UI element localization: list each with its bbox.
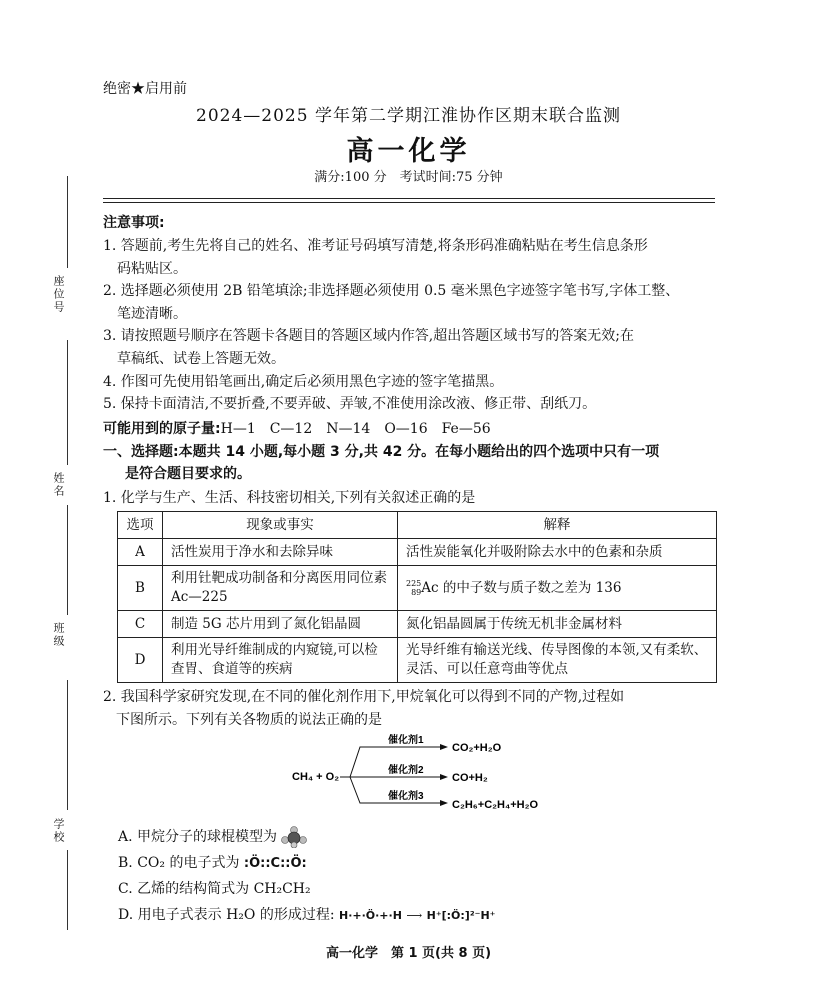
name-label: 姓名 xyxy=(52,472,65,498)
notice-item: 笔迹清晰。 xyxy=(103,305,187,322)
h2o-formation-right: H⁺[:Ö:]²⁻H⁺ xyxy=(426,909,496,922)
col-header-explanation: 解释 xyxy=(398,512,717,539)
atomic-number: 89 xyxy=(411,588,422,597)
option-A-text: A. 甲烷分子的球棍模型为 xyxy=(118,829,278,845)
exam-title: 2024—2025 学年第二学期江淮协作区期末联合监测 xyxy=(196,106,621,126)
product-3-label: C₂H₆+C₂H₄+H₂O xyxy=(452,799,539,811)
arrowhead-2 xyxy=(440,774,448,780)
notice-title: 注意事项: xyxy=(103,215,165,231)
header-rule-top xyxy=(103,198,715,199)
row-explanation: 活性炭能氧化并吸附除去水中的色素和杂质 xyxy=(398,539,717,566)
product-2-label: CO+H₂ xyxy=(452,772,488,784)
table-header-row xyxy=(118,512,717,539)
mass-number: 225 xyxy=(406,579,422,588)
arrowhead-1 xyxy=(440,744,448,750)
seat-number-label: 座位号 xyxy=(52,275,65,314)
section-heading: 一、选择题:本题共 14 小题,每小题 3 分,共 42 分。在每小题给出的四个选项中只有一项 xyxy=(103,444,660,460)
subject-title: 高一化学 xyxy=(346,136,471,167)
catalyst-1-label: 催化剂1 xyxy=(388,735,424,746)
atomic-mass-line xyxy=(103,418,491,441)
side-line-3 xyxy=(67,505,68,615)
score-time-info: 满分:100 分 考试时间:75 分钟 xyxy=(314,170,503,185)
nuclide-notation xyxy=(406,579,421,597)
side-line-2 xyxy=(67,340,68,465)
question-2-stem-cont: 下图所示。下列有关各物质的说法正确的是 xyxy=(116,712,382,728)
row-fact: 利用钍靶成功制备和分离医用同位素 Ac—225 xyxy=(163,566,398,611)
reaction-arrow-icon: ⟶ xyxy=(406,909,423,922)
page-footer: 高一化学 第 1 页(共 8 页) xyxy=(325,946,492,961)
header-rule-bottom xyxy=(103,202,715,203)
notice-list xyxy=(103,235,723,416)
col-header-option: 选项 xyxy=(118,512,163,539)
arrowhead-3 xyxy=(440,800,448,806)
atomic-mass-values: H—1 C—12 N—14 O—16 Fe—56 xyxy=(220,421,491,437)
option-C: C. 乙烯的结构简式为 CH₂CH₂ xyxy=(118,881,311,897)
ball-stick-model-icon xyxy=(281,826,307,848)
notice-item: 1. 答题前,考生先将自己的姓名、准考证号码填写清楚,将条形码准确粘贴在考生信息条形 xyxy=(103,238,648,254)
option-B-text: B. CO₂ 的电子式为 xyxy=(118,855,240,871)
table-row xyxy=(118,539,717,566)
section-heading-cont: 是符合题目要求的。 xyxy=(125,466,251,482)
class-label: 班级 xyxy=(52,622,65,648)
option-B xyxy=(118,852,307,876)
row-option: B xyxy=(118,566,163,611)
col-header-fact: 现象或事实 xyxy=(163,512,398,539)
catalyst-2-label: 催化剂2 xyxy=(388,765,424,776)
notice-item: 3. 请按照题号顺序在答题卡各题目的答题区域内作答,超出答题区域书写的答案无效;在 xyxy=(103,328,634,345)
option-D-text: D. 用电子式表示 H₂O 的形成过程: xyxy=(118,907,335,923)
question-1-stem: 1. 化学与生产、生活、科技密切相关,下列有关叙述正确的是 xyxy=(103,490,476,506)
row-fact: 利用光导纤维制成的内窥镜,可以检查胃、食道等的疾病 xyxy=(163,638,398,683)
option-D xyxy=(118,904,495,928)
row-explanation xyxy=(398,566,717,611)
co2-electron-formula: :Ö::C::Ö: xyxy=(243,856,307,871)
atomic-mass-label: 可能用到的原子量: xyxy=(103,421,221,437)
h2o-formation-left: H·+·Ö·+·H xyxy=(339,909,402,922)
notice-item: 码粘贴区。 xyxy=(103,260,187,277)
reactant-label: CH₄ + O₂ xyxy=(292,771,340,783)
table-row xyxy=(118,638,717,683)
row-option: A xyxy=(118,539,163,566)
question-1-table xyxy=(117,511,717,683)
row-option: D xyxy=(118,638,163,683)
product-1-label: CO₂+H₂O xyxy=(452,742,502,754)
reaction-diagram xyxy=(280,733,570,818)
option-A xyxy=(118,826,307,849)
row-explanation: 光导纤维有输送光线、传导图像的本领,又有柔软、灵活、可以任意弯曲等优点 xyxy=(398,638,717,683)
confidential-mark: 绝密★启用前 xyxy=(103,81,187,97)
table-row xyxy=(118,566,717,611)
side-line-1 xyxy=(67,176,68,268)
row-fact: 活性炭用于净水和去除异味 xyxy=(163,539,398,566)
notice-item: 2. 选择题必须使用 2B 铅笔填涂;非选择题必须使用 0.5 毫米黑色字迹签字笔书写,字体工整、 xyxy=(103,283,680,300)
question-2-stem: 2. 我国科学家研究发现,在不同的催化剂作用下,甲烷氧化可以得到不同的产物,过程如 xyxy=(103,689,625,705)
catalyst-3-label: 催化剂3 xyxy=(388,791,424,802)
row-option: C xyxy=(118,611,163,638)
notice-item: 草稿纸、试卷上答题无效。 xyxy=(103,350,285,367)
row-explanation-text: Ac 的中子数与质子数之差为 136 xyxy=(421,579,622,596)
table-row xyxy=(118,611,717,638)
side-line-4 xyxy=(67,680,68,810)
side-line-5 xyxy=(67,850,68,930)
notice-item: 4. 作图可先使用铅笔画出,确定后必须用黑色字迹的签字笔描黑。 xyxy=(103,373,504,390)
row-fact: 制造 5G 芯片用到了氮化铝晶圆 xyxy=(163,611,398,638)
row-explanation: 氮化铝晶圆属于传统无机非金属材料 xyxy=(398,611,717,638)
notice-item: 5. 保持卡面清洁,不要折叠,不要弄破、弄皱,不准使用涂改液、修正带、刮纸刀。 xyxy=(103,396,597,413)
school-label: 学校 xyxy=(52,818,65,844)
